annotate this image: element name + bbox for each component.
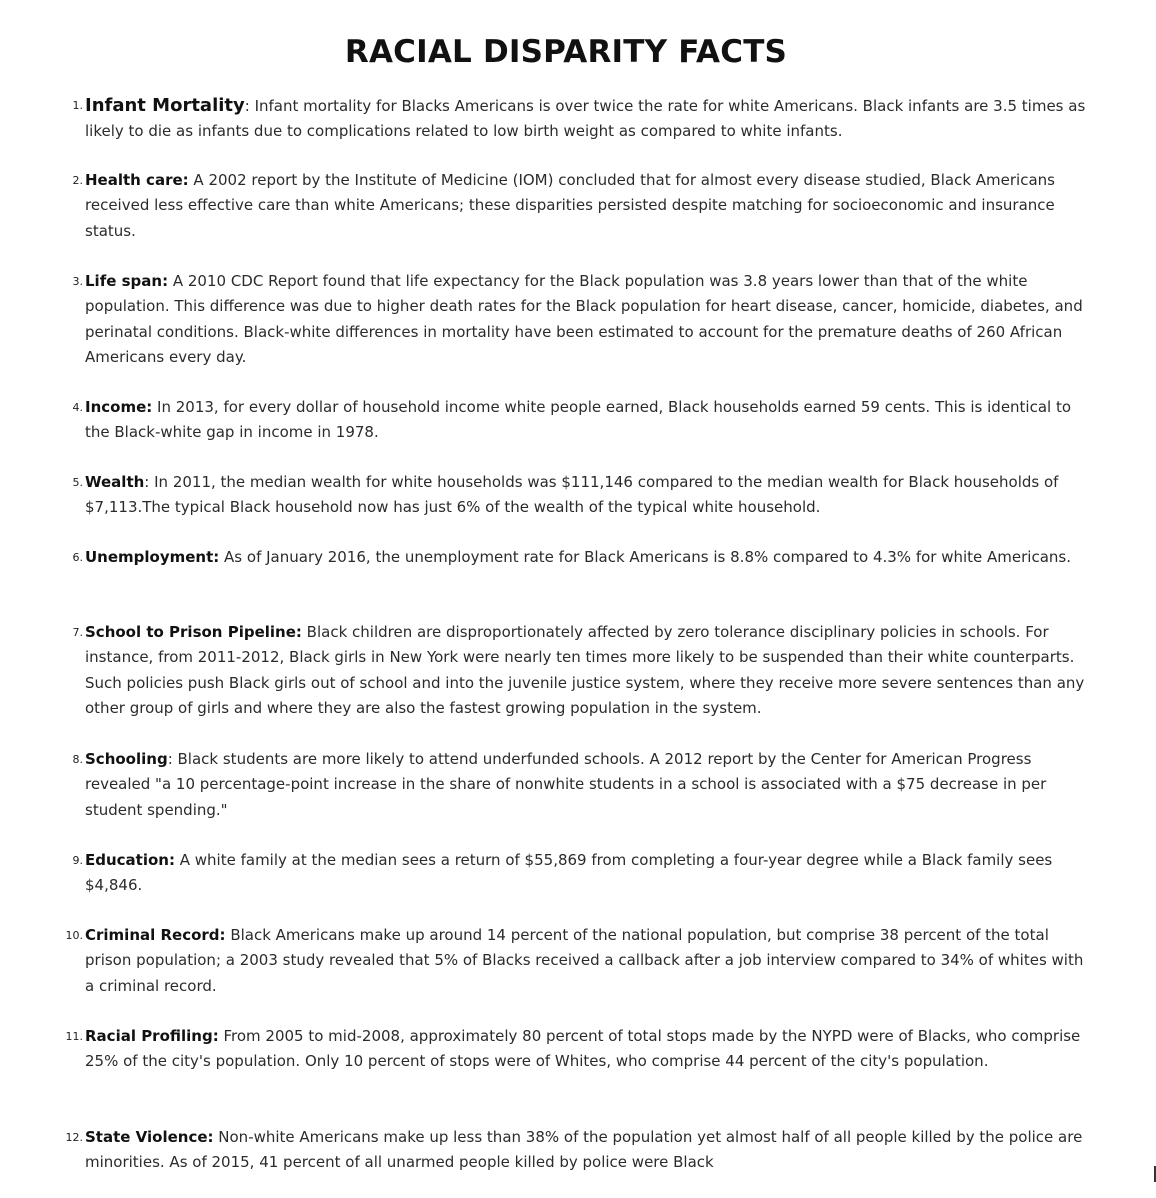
- fact-text: In 2011, the median wealth for white households was $111,146 compared to the median wealth for Black households of $7,113.The typical Black household now has just 6% of the wealth of the typical white household.: [85, 473, 1059, 517]
- list-number: 8.: [72, 753, 83, 766]
- fact-heading: Income:: [85, 398, 153, 416]
- fact-text: A white family at the median sees a return of $55,869 from completing a four-year degree while a Black family sees $4,846.: [85, 851, 1053, 895]
- list-number: 3.: [72, 275, 83, 288]
- list-item-life-span: [72, 269, 1095, 371]
- fact-text: Black Americans make up around 14 percent of the national population, but comprise 38 percent of the total prison population; a 2003 study revealed that 5% of Blacks received a callback after a job interview compared to 34% of whites with a criminal record.: [85, 926, 1084, 995]
- fact-heading: Life span:: [85, 272, 169, 290]
- list-number: 12.: [65, 1131, 83, 1144]
- fact-heading: Education:: [85, 851, 175, 869]
- fact-text: From 2005 to mid-2008, approximately 80 percent of total stops made by the NYPD were of Blacks, who comprise 25% of the city's population. Only 10 percent of stops were of Whites, who comprise 44 percent of the city's population.: [85, 1027, 1081, 1071]
- fact-heading: State Violence:: [85, 1128, 214, 1146]
- list-item-health-care: [72, 168, 1095, 244]
- fact-heading: School to Prison Pipeline:: [85, 623, 302, 641]
- fact-text: Black children are disproportionately affected by zero tolerance disciplinary policies in schools. For instance, from 2011-2012, Black girls in New York were nearly ten times more likely to be suspended than their white counterparts. Such policies push Black girls out of school and into the juvenile justice system, where they receive more severe sentences than any other group of girls and where they are also the fastest growing population in the system.: [85, 623, 1085, 718]
- list-number: 1.: [72, 99, 83, 112]
- fact-heading: Health care:: [85, 171, 189, 189]
- list-number: 10.: [65, 929, 83, 942]
- list-item-infant-mortality: [72, 93, 1095, 145]
- fact-heading: Criminal Record:: [85, 926, 226, 944]
- list-number: 6.: [72, 551, 83, 564]
- fact-text: In 2013, for every dollar of household income white people earned, Black households earned 59 cents. This is identical to the Black-white gap in income in 1978.: [85, 398, 1072, 442]
- list-item-unemployment: [72, 545, 1095, 570]
- list-item-education: [72, 848, 1095, 899]
- list-item-criminal-record: [65, 923, 1095, 999]
- fact-separator: :: [167, 750, 173, 768]
- list-item-racial-profiling: [65, 1024, 1095, 1075]
- fact-heading: Wealth: [85, 473, 145, 491]
- page-title: RACIAL DISPARITY FACTS: [344, 34, 788, 70]
- fact-separator: :: [244, 97, 250, 115]
- fact-separator: :: [144, 473, 150, 491]
- list-number: 5.: [72, 476, 83, 489]
- fact-text: A 2010 CDC Report found that life expectancy for the Black population was 3.8 years lower than that of the white population. This difference was due to higher death rates for the Black population for heart disease, cancer, homicide, diabetes, and perinatal conditions. Black-white differences in mortality have been estimated to account for the premature deaths of 260 African Americans every day.: [85, 272, 1083, 367]
- fact-heading: Infant Mortality: [85, 95, 245, 116]
- list-item-school-to-prison-pipeline: [72, 620, 1095, 722]
- fact-text: As of January 2016, the unemployment rate for Black Americans is 8.8% compared to 4.3% for white Americans.: [219, 548, 1071, 566]
- list-item-wealth: [72, 470, 1095, 521]
- fact-heading: Schooling: [85, 750, 168, 768]
- fact-text: Infant mortality for Blacks Americans is over twice the rate for white Americans. Black infants are 3.5 times as likely to die as infants due to complications related to low birth weight as compared to white infants.: [85, 97, 1086, 141]
- list-item-schooling: [72, 747, 1095, 823]
- fact-heading: Racial Profiling:: [85, 1027, 219, 1045]
- fact-text: A 2002 report by the Institute of Medicine (IOM) concluded that for almost every disease studied, Black Americans received less effective care than white Americans; these disparities persisted despite matching for socioeconomic and insurance status.: [85, 171, 1055, 240]
- fact-heading: Unemployment:: [85, 548, 220, 566]
- list-number: 7.: [72, 626, 83, 639]
- list-number: 4.: [72, 401, 83, 414]
- fact-text: Black students are more likely to attend underfunded schools. A 2012 report by the Center for American Progress revealed "a 10 percentage-point increase in the share of nonwhite students in a school is associated with a $75 decrease in per student spending.": [85, 750, 1047, 819]
- list-number: 11.: [65, 1030, 83, 1043]
- fact-text: Non-white Americans make up less than 38% of the population yet almost half of all people killed by the police are minorities. As of 2015, 41 percent of all unarmed people killed by police were Black: [85, 1128, 1083, 1172]
- list-number: 9.: [72, 854, 83, 867]
- list-item-state-violence: [65, 1125, 1095, 1176]
- list-item-income: [72, 395, 1095, 446]
- list-number: 2.: [72, 174, 83, 187]
